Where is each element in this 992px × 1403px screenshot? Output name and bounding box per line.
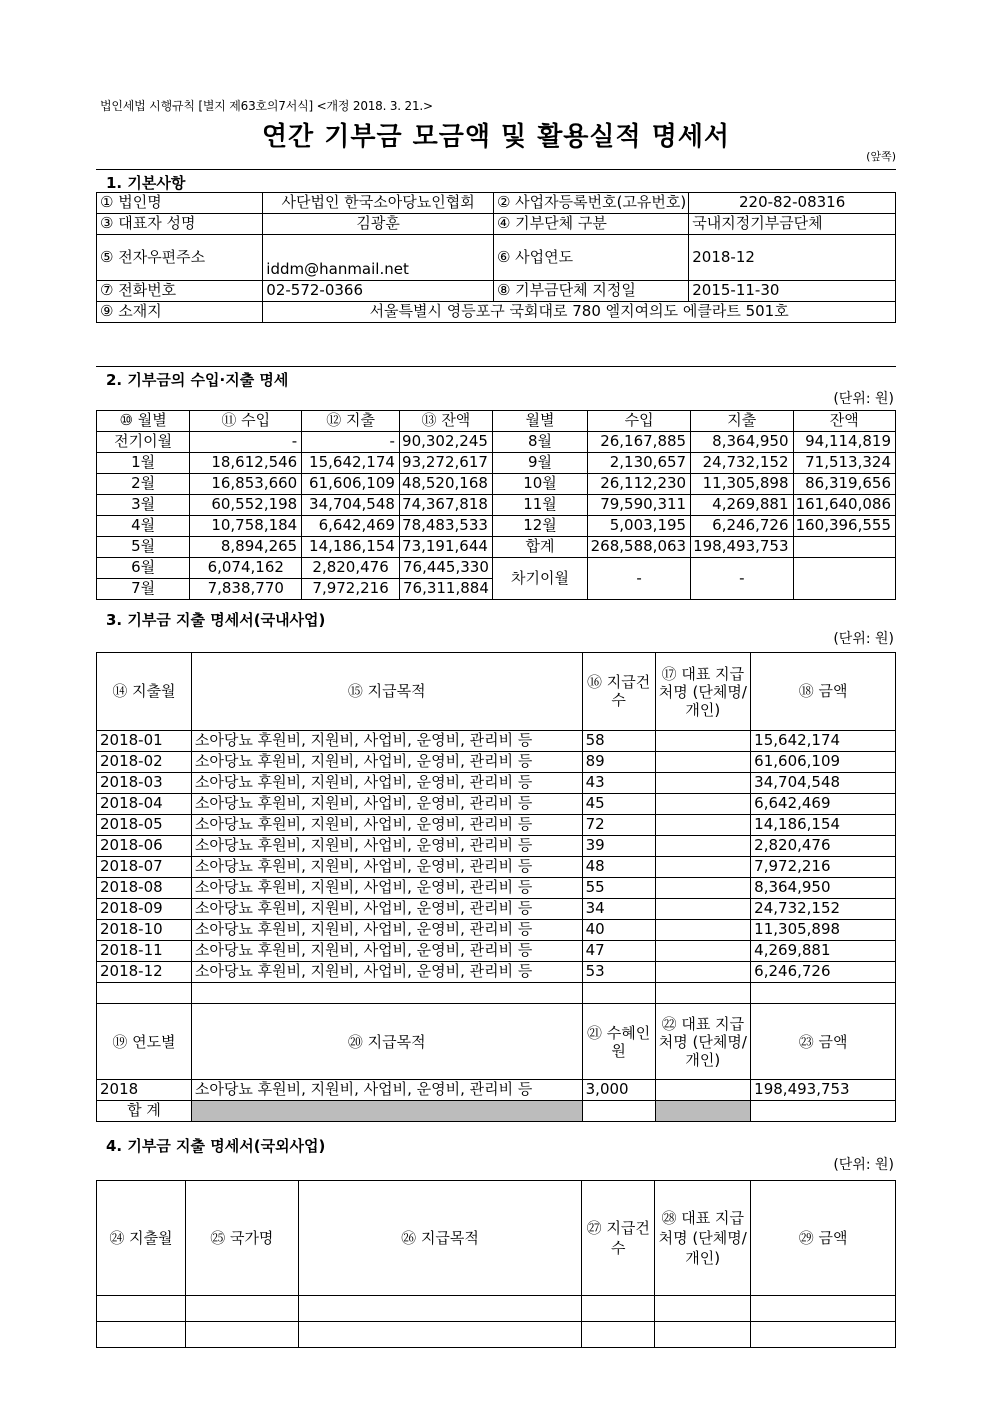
beneficiary-header: ㉑ 수혜인원 [582, 1004, 655, 1080]
income-cell: 26,167,885 [588, 432, 691, 453]
label-designation-date: ⑧ 기부금단체 지정일 [493, 281, 688, 302]
empty-cell [97, 1322, 186, 1348]
foreign-header-row [97, 1181, 896, 1296]
month-cell: 2018-01 [97, 731, 192, 752]
balance-cell: 71,513,324 [793, 453, 895, 474]
recipient-cell [655, 1080, 751, 1101]
empty-cell [582, 1296, 655, 1322]
domestic-row [97, 773, 896, 794]
form-regulation [100, 97, 433, 114]
empty-cell [751, 1296, 896, 1322]
value-corp-name: 사단법인 한국소아당뇨인협회 [263, 193, 494, 214]
amount-header: ㉙ 금액 [751, 1181, 896, 1296]
recipient-cell [655, 731, 751, 752]
domestic-row [97, 836, 896, 857]
balance-cell: 90,302,245 [399, 432, 492, 453]
foreign-empty-row [97, 1322, 896, 1348]
label-org-type: ④ 기부단체 구분 [493, 214, 688, 235]
count-cell: 58 [582, 731, 655, 752]
value-biz-number: 220-82-08316 [689, 193, 896, 214]
balance-cell: 76,311,884 [399, 579, 492, 600]
income-row [97, 453, 896, 474]
income-cell: 6,074,162 [190, 558, 302, 579]
domestic-row [97, 752, 896, 773]
recipient-header: ㉒ 대표 지급처명 (단체명/ 개인) [655, 1004, 751, 1080]
amount-cell: 15,642,174 [751, 731, 896, 752]
purpose-cell: 소아당뇨 후원비, 지원비, 사업비, 운영비, 관리비 등 [191, 941, 582, 962]
amount-cell: 34,704,548 [751, 773, 896, 794]
recipient-cell [655, 920, 751, 941]
amount-header: ㉓ 금액 [751, 1004, 896, 1080]
beneficiary-cell: 3,000 [582, 1080, 655, 1101]
purpose-cell: 소아당뇨 후원비, 지원비, 사업비, 운영비, 관리비 등 [191, 752, 582, 773]
income-cell: 5,003,195 [588, 516, 691, 537]
recipient-cell [655, 752, 751, 773]
empty-cell [751, 1101, 896, 1122]
month-header: ㉔ 지출월 [97, 1181, 186, 1296]
month-cell: 2018-09 [97, 899, 192, 920]
value-email: iddm@hanmail.net [263, 235, 494, 281]
empty-cell [655, 1322, 751, 1348]
income-row [97, 558, 896, 579]
income-header-cell: ⑩ 월별 [97, 411, 190, 432]
count-cell: 47 [582, 941, 655, 962]
label-biz-number: ② 사업자등록번호(고유번호) [493, 193, 688, 214]
income-header-cell: ⑪ 수입 [190, 411, 302, 432]
count-cell: 43 [582, 773, 655, 794]
amount-cell: 198,493,753 [751, 1080, 896, 1101]
income-cell: 10,758,184 [190, 516, 302, 537]
recipient-cell [655, 773, 751, 794]
recipient-cell [655, 857, 751, 878]
carry-balance [793, 558, 895, 600]
recipient-header: ⑰ 대표 지급처명 (단체명/ 개인) [655, 653, 751, 731]
label-fiscal-year: ⑥ 사업연도 [493, 235, 688, 281]
purpose-header: ⑮ 지급목적 [191, 653, 582, 731]
basic-row [97, 193, 896, 214]
expense-cell: 2,820,476 [302, 558, 400, 579]
income-cell: 79,590,311 [588, 495, 691, 516]
month-cell: 2018-07 [97, 857, 192, 878]
section-income-heading: 2. 기부금의 수입·지출 명세 [106, 371, 289, 389]
purpose-cell: 소아당뇨 후원비, 지원비, 사업비, 운영비, 관리비 등 [191, 857, 582, 878]
month-cell: 4월 [97, 516, 190, 537]
domestic-row [97, 731, 896, 752]
recipient-cell [655, 815, 751, 836]
domestic-row [97, 920, 896, 941]
purpose-cell: 소아당뇨 후원비, 지원비, 사업비, 운영비, 관리비 등 [191, 1080, 582, 1101]
yearly-row [97, 1080, 896, 1101]
balance-cell: 161,640,086 [793, 495, 895, 516]
amount-cell: 7,972,216 [751, 857, 896, 878]
income-header-cell: 잔액 [793, 411, 895, 432]
month-cell: 2018-03 [97, 773, 192, 794]
recipient-cell [655, 878, 751, 899]
income-row [97, 495, 896, 516]
label-ceo: ③ 대표자 성명 [97, 214, 263, 235]
income-header-cell: 지출 [691, 411, 793, 432]
expense-cell: 7,972,216 [302, 579, 400, 600]
month-cell: 2018-12 [97, 962, 192, 983]
purpose-cell: 소아당뇨 후원비, 지원비, 사업비, 운영비, 관리비 등 [191, 899, 582, 920]
month-cell: 8월 [492, 432, 587, 453]
empty-cell [751, 983, 896, 1004]
balance-cell: 74,367,818 [399, 495, 492, 516]
income-expense-table [96, 410, 896, 600]
empty-cell [191, 983, 582, 1004]
month-cell: 2018-10 [97, 920, 192, 941]
month-cell: 6월 [97, 558, 190, 579]
count-header: ⑯ 지급건수 [582, 653, 655, 731]
expense-cell: 6,642,469 [302, 516, 400, 537]
value-designation-date: 2015-11-30 [689, 281, 896, 302]
recipient-cell [655, 962, 751, 983]
empty-cell [97, 1296, 186, 1322]
empty-cell [298, 1296, 582, 1322]
value-org-type: 국내지정기부금단체 [689, 214, 896, 235]
month-header: ⑭ 지출월 [97, 653, 192, 731]
month-cell: 11월 [492, 495, 587, 516]
section-foreign-heading: 4. 기부금 지출 명세서(국외사업) [106, 1137, 326, 1155]
count-cell: 89 [582, 752, 655, 773]
purpose-cell: 소아당뇨 후원비, 지원비, 사업비, 운영비, 관리비 등 [191, 815, 582, 836]
income-row [97, 516, 896, 537]
section-divider [96, 169, 896, 170]
amount-cell: 14,186,154 [751, 815, 896, 836]
balance-cell: 94,114,819 [793, 432, 895, 453]
recipient-cell [655, 899, 751, 920]
empty-cell [655, 1296, 751, 1322]
empty-cell [298, 1322, 582, 1348]
month-cell: 9월 [492, 453, 587, 474]
balance-cell: 93,272,617 [399, 453, 492, 474]
domestic-row [97, 899, 896, 920]
empty-cell [582, 1322, 655, 1348]
count-cell: 40 [582, 920, 655, 941]
domestic-row [97, 794, 896, 815]
balance-cell: 76,445,330 [399, 558, 492, 579]
amount-cell: 11,305,898 [751, 920, 896, 941]
value-ceo: 김광훈 [263, 214, 494, 235]
label-address: ⑨ 소재지 [97, 302, 263, 323]
count-cell: 34 [582, 899, 655, 920]
total-row [97, 1101, 896, 1122]
income-header-cell: 월별 [492, 411, 587, 432]
purpose-cell: 소아당뇨 후원비, 지원비, 사업비, 운영비, 관리비 등 [191, 962, 582, 983]
foreign-unit: (단위: 원) [833, 1157, 894, 1173]
count-cell: 45 [582, 794, 655, 815]
amount-cell: 61,606,109 [751, 752, 896, 773]
expense-cell: 11,305,898 [691, 474, 793, 495]
expense-cell: 6,246,726 [691, 516, 793, 537]
recipient-cell [655, 941, 751, 962]
month-cell: 12월 [492, 516, 587, 537]
domestic-spacer-row [97, 983, 896, 1004]
income-unit: (단위: 원) [833, 391, 894, 407]
income-row [97, 537, 896, 558]
empty-cell [582, 1101, 655, 1122]
month-cell: 합계 [492, 537, 587, 558]
value-phone: 02-572-0366 [263, 281, 494, 302]
expense-cell: 34,704,548 [302, 495, 400, 516]
foreign-empty-row [97, 1296, 896, 1322]
basic-row [97, 214, 896, 235]
income-cell: 26,112,230 [588, 474, 691, 495]
domestic-expense-table [96, 652, 896, 1122]
count-cell: 55 [582, 878, 655, 899]
shaded-cell [191, 1101, 582, 1122]
balance-cell: 160,396,555 [793, 516, 895, 537]
expense-cell: 61,606,109 [302, 474, 400, 495]
basic-row [97, 281, 896, 302]
month-cell: 1월 [97, 453, 190, 474]
basic-row [97, 302, 896, 323]
year-cell: 2018 [97, 1080, 192, 1101]
month-cell: 5월 [97, 537, 190, 558]
count-header: ㉗ 지급건수 [582, 1181, 655, 1296]
page-side: (앞쪽) [866, 150, 896, 163]
expense-cell: 8,364,950 [691, 432, 793, 453]
amount-cell: 24,732,152 [751, 899, 896, 920]
empty-cell [582, 983, 655, 1004]
month-cell: 2018-02 [97, 752, 192, 773]
regulation-text: 법인세법 시행규칙 [별지 제63호의7서식] [100, 99, 313, 113]
income-cell: 16,853,660 [190, 474, 302, 495]
section-divider [96, 366, 896, 367]
recipient-header: ㉘ 대표 지급처명 (단체명/ 개인) [655, 1181, 751, 1296]
purpose-cell: 소아당뇨 후원비, 지원비, 사업비, 운영비, 관리비 등 [191, 878, 582, 899]
carry-expense: - [691, 558, 793, 600]
domestic-row [97, 941, 896, 962]
income-header-cell: ⑬ 잔액 [399, 411, 492, 432]
empty-cell [97, 983, 192, 1004]
revision-text: <개정 2018. 3. 21.> [316, 99, 433, 113]
year-header: ⑲ 연도별 [97, 1004, 192, 1080]
month-cell: 2월 [97, 474, 190, 495]
count-cell: 48 [582, 857, 655, 878]
income-row [97, 474, 896, 495]
amount-cell: 2,820,476 [751, 836, 896, 857]
month-cell: 전기이월 [97, 432, 190, 453]
count-cell: 53 [582, 962, 655, 983]
section-domestic-heading: 3. 기부금 지출 명세서(국내사업) [106, 611, 326, 629]
purpose-cell: 소아당뇨 후원비, 지원비, 사업비, 운영비, 관리비 등 [191, 731, 582, 752]
income-header-row [97, 411, 896, 432]
balance-cell: 73,191,644 [399, 537, 492, 558]
purpose-header: ⑳ 지급목적 [191, 1004, 582, 1080]
basic-row [97, 235, 896, 281]
balance-cell: 48,520,168 [399, 474, 492, 495]
label-corp-name: ① 법인명 [97, 193, 263, 214]
domestic-header-row [97, 653, 896, 731]
income-cell: 7,838,770 [190, 579, 302, 600]
purpose-cell: 소아당뇨 후원비, 지원비, 사업비, 운영비, 관리비 등 [191, 836, 582, 857]
domestic-row [97, 815, 896, 836]
count-cell: 72 [582, 815, 655, 836]
empty-cell [751, 1322, 896, 1348]
purpose-cell: 소아당뇨 후원비, 지원비, 사업비, 운영비, 관리비 등 [191, 794, 582, 815]
country-header: ㉕ 국가명 [185, 1181, 298, 1296]
yearly-header-row [97, 1004, 896, 1080]
amount-header: ⑱ 금액 [751, 653, 896, 731]
expense-cell: 24,732,152 [691, 453, 793, 474]
month-cell: 2018-05 [97, 815, 192, 836]
amount-cell: 4,269,881 [751, 941, 896, 962]
domestic-row [97, 857, 896, 878]
empty-cell [185, 1322, 298, 1348]
month-cell: 7월 [97, 579, 190, 600]
value-address: 서울특별시 영등포구 국회대로 780 엘지여의도 에클라트 501호 [263, 302, 896, 323]
income-cell: 268,588,063 [588, 537, 691, 558]
section-basic-heading: 1. 기본사항 [106, 174, 186, 192]
purpose-cell: 소아당뇨 후원비, 지원비, 사업비, 운영비, 관리비 등 [191, 773, 582, 794]
basic-info-table [96, 192, 896, 323]
month-cell: 2018-11 [97, 941, 192, 962]
expense-cell: 198,493,753 [691, 537, 793, 558]
balance-cell [793, 537, 895, 558]
total-label: 합 계 [97, 1101, 192, 1122]
amount-cell: 6,642,469 [751, 794, 896, 815]
domestic-unit: (단위: 원) [833, 631, 894, 647]
income-row [97, 432, 896, 453]
month-cell: 10월 [492, 474, 587, 495]
carry-label: 차기이월 [492, 558, 587, 600]
month-cell: 2018-04 [97, 794, 192, 815]
income-header-cell: 수입 [588, 411, 691, 432]
income-header-cell: ⑫ 지출 [302, 411, 400, 432]
balance-cell: 86,319,656 [793, 474, 895, 495]
domestic-row [97, 962, 896, 983]
recipient-cell [655, 794, 751, 815]
expense-cell: - [302, 432, 400, 453]
domestic-row [97, 878, 896, 899]
income-cell: 60,552,198 [190, 495, 302, 516]
empty-cell [185, 1296, 298, 1322]
expense-cell: 14,186,154 [302, 537, 400, 558]
month-cell: 2018-06 [97, 836, 192, 857]
page-title: 연간 기부금 모금액 및 활용실적 명세서 [261, 122, 731, 152]
expense-cell: 4,269,881 [691, 495, 793, 516]
shaded-cell [655, 1101, 751, 1122]
label-email: ⑤ 전자우편주소 [97, 235, 263, 281]
count-cell: 39 [582, 836, 655, 857]
foreign-expense-table [96, 1180, 896, 1348]
balance-cell: 78,483,533 [399, 516, 492, 537]
empty-cell [655, 983, 751, 1004]
amount-cell: 6,246,726 [751, 962, 896, 983]
label-phone: ⑦ 전화번호 [97, 281, 263, 302]
month-cell: 2018-08 [97, 878, 192, 899]
expense-cell: 15,642,174 [302, 453, 400, 474]
value-fiscal-year: 2018-12 [689, 235, 896, 281]
income-cell: 2,130,657 [588, 453, 691, 474]
amount-cell: 8,364,950 [751, 878, 896, 899]
purpose-cell: 소아당뇨 후원비, 지원비, 사업비, 운영비, 관리비 등 [191, 920, 582, 941]
recipient-cell [655, 836, 751, 857]
income-cell: 18,612,546 [190, 453, 302, 474]
month-cell: 3월 [97, 495, 190, 516]
carry-income: - [588, 558, 691, 600]
income-cell: - [190, 432, 302, 453]
purpose-header: ㉖ 지급목적 [298, 1181, 582, 1296]
income-cell: 8,894,265 [190, 537, 302, 558]
